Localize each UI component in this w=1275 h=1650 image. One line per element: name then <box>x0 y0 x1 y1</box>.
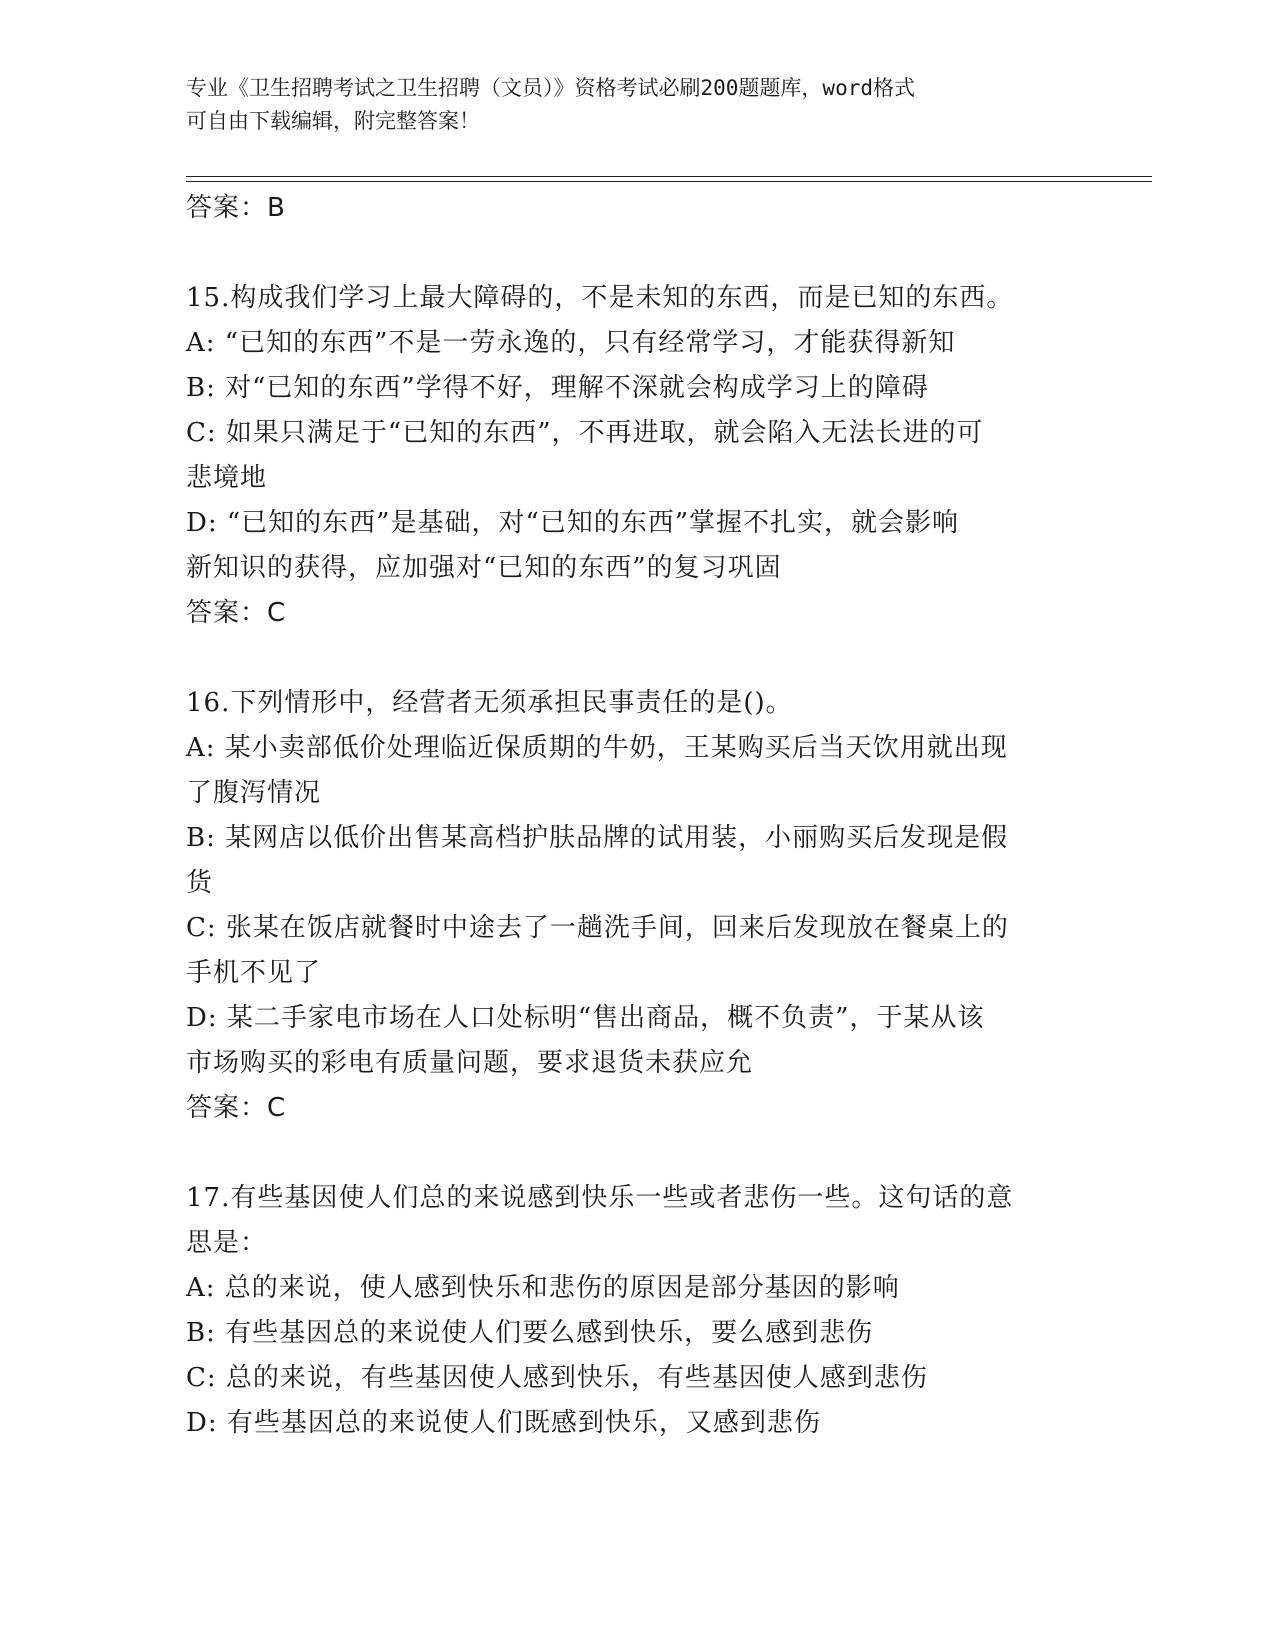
question-15-option-c-line-2: 悲境地 <box>186 463 268 493</box>
spacer <box>186 636 1086 681</box>
question-16-option-a-line-1: A: 某小卖部低价处理临近保质期的牛奶，王某购买后当天饮用就出现 <box>186 733 1008 763</box>
question-16-option-c-line-1: C: 张某在饭店就餐时中途去了一趟洗手间，回来后发现放在餐桌上的 <box>186 913 1009 943</box>
question-17-stem-line-2: 思是： <box>186 1228 268 1258</box>
question-17 <box>186 1176 1086 1446</box>
document-body <box>186 186 1086 1446</box>
header-divider-bottom <box>186 181 1152 182</box>
question-15-option-d-line-1: D: “已知的东西”是基础，对“已知的东西”掌握不扎实，就会影响 <box>186 508 960 538</box>
spacer <box>186 231 1086 276</box>
question-15-stem: 15.构成我们学习上最大障碍的，不是未知的东西，而是已知的东西。 <box>186 283 1014 313</box>
question-16-option-b-line-2: 货 <box>186 868 214 898</box>
document-header <box>186 72 1066 138</box>
question-17-stem-line-1: 17.有些基因使人们总的来说感到快乐一些或者悲伤一些。这句话的意 <box>186 1183 1014 1213</box>
question-15-option-c-line-1: C: 如果只满足于“已知的东西”，不再进取，就会陷入无法长进的可 <box>186 418 984 448</box>
question-15 <box>186 276 1086 636</box>
question-16-option-b-line-1: B: 某网店以低价出售某高档护肤品牌的试用装，小丽购买后发现是假 <box>186 823 1009 853</box>
question-17-option-c: C: 总的来说，有些基因使人感到快乐，有些基因使人感到悲伤 <box>186 1363 928 1393</box>
question-17-option-b: B: 有些基因总的来说使人们要么感到快乐，要么感到悲伤 <box>186 1318 874 1348</box>
question-16-option-a-line-2: 了腹泻情况 <box>186 778 322 808</box>
header-line-1: 专业《卫生招聘考试之卫生招聘（文员）》资格考试必刷200题题库，word格式 <box>186 76 915 100</box>
question-16-option-d-line-1: D: 某二手家电市场在人口处标明“售出商品，概不负责”，于某从该 <box>186 1003 985 1033</box>
header-divider-top <box>186 176 1152 177</box>
question-16 <box>186 681 1086 1131</box>
question-17-option-a: A: 总的来说，使人感到快乐和悲伤的原因是部分基因的影响 <box>186 1273 900 1303</box>
question-17-option-d: D: 有些基因总的来说使人们既感到快乐，又感到悲伤 <box>186 1408 821 1438</box>
answer-previous: 答案：B <box>186 193 286 223</box>
question-16-stem: 16.下列情形中，经营者无须承担民事责任的是()。 <box>186 688 793 718</box>
question-15-option-b: B: 对“已知的东西”学得不好，理解不深就会构成学习上的障碍 <box>186 373 929 403</box>
question-15-option-a: A: “已知的东西”不是一劳永逸的，只有经常学习，才能获得新知 <box>186 328 956 358</box>
spacer <box>186 1131 1086 1176</box>
question-16-answer: 答案：C <box>186 1093 287 1123</box>
question-16-option-d-line-2: 市场购买的彩电有质量问题，要求退货未获应允 <box>186 1048 754 1078</box>
question-15-option-d-line-2: 新知识的获得，应加强对“已知的东西”的复习巩固 <box>186 553 782 583</box>
question-16-option-c-line-2: 手机不见了 <box>186 958 322 988</box>
question-15-answer: 答案：C <box>186 598 287 628</box>
header-line-2: 可自由下载编辑，附完整答案！ <box>186 109 480 133</box>
